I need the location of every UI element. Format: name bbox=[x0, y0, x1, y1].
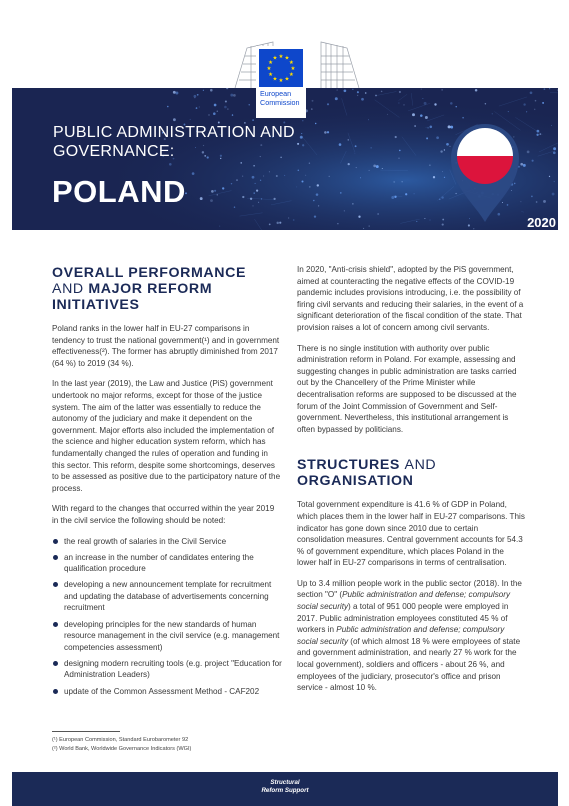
background-dot bbox=[544, 88, 546, 90]
background-dot bbox=[387, 114, 388, 115]
structural-reform-support-label bbox=[12, 779, 558, 794]
background-dot bbox=[368, 225, 369, 226]
text-run-italic: Public administration and defense; compulsory social security bbox=[297, 590, 511, 612]
background-dot bbox=[398, 103, 399, 104]
background-dot bbox=[214, 104, 217, 107]
background-dot bbox=[232, 114, 233, 115]
background-dot bbox=[200, 197, 203, 200]
background-dot bbox=[249, 104, 250, 105]
background-dot bbox=[312, 100, 314, 102]
background-dot bbox=[360, 177, 361, 178]
background-dot bbox=[442, 224, 444, 226]
background-dot bbox=[252, 119, 254, 121]
background-dot bbox=[371, 147, 372, 148]
background-dot bbox=[167, 106, 169, 108]
heading-part: AND bbox=[404, 457, 437, 474]
background-dot bbox=[344, 89, 347, 92]
heading-part: OVERALL PERFORMANCE bbox=[52, 265, 247, 281]
background-dot bbox=[224, 106, 227, 109]
background-dot bbox=[536, 134, 538, 136]
background-dot bbox=[425, 116, 428, 119]
background-dot bbox=[532, 160, 534, 162]
background-dot bbox=[296, 186, 297, 187]
background-dot bbox=[175, 92, 178, 95]
background-dot bbox=[434, 103, 436, 105]
background-dot bbox=[219, 226, 220, 227]
background-dot bbox=[534, 109, 535, 110]
background-dot bbox=[233, 94, 236, 97]
background-dot bbox=[194, 95, 197, 98]
eu-star-icon: ★ bbox=[278, 78, 284, 84]
background-dot bbox=[253, 192, 254, 193]
logo-text-line1: European bbox=[260, 89, 292, 98]
background-dot bbox=[536, 201, 538, 203]
background-dot bbox=[214, 190, 216, 192]
text-run: ) a total of 951 000 people were employed in 2017. Public administration employees constituted 45 % of workers in bbox=[297, 602, 509, 635]
background-dot bbox=[393, 181, 395, 183]
background-dot bbox=[337, 90, 338, 91]
background-dot bbox=[422, 98, 423, 99]
background-dot bbox=[309, 163, 310, 164]
background-dot bbox=[492, 113, 493, 114]
heading-part: MAJOR REFORM INITIATIVES bbox=[52, 281, 213, 313]
background-dot bbox=[317, 184, 319, 186]
paragraph: In 2020, "Anti-crisis shield", adopted by the PiS government, aimed at counteracting the negative effects of the COVID-19 pandemic includes provisions introducing, i.e. the possibility of firing civil servants and reducing their salaries, in the event of a significant deterioration of the fiscal condition of the state. That provision raises a lot of concern among civil servants. bbox=[297, 265, 524, 332]
background-dot bbox=[356, 167, 357, 168]
eu-star-icon: ★ bbox=[278, 54, 284, 60]
background-dot bbox=[352, 203, 353, 204]
map-pin-flag-icon bbox=[445, 116, 525, 226]
background-dot bbox=[523, 103, 525, 105]
background-dot bbox=[414, 125, 416, 127]
background-dot bbox=[543, 200, 546, 203]
background-dot bbox=[197, 94, 199, 96]
background-dot bbox=[473, 228, 474, 229]
background-dot bbox=[318, 205, 319, 206]
right-column bbox=[297, 264, 525, 703]
paragraph-employment bbox=[297, 578, 525, 694]
background-dot bbox=[530, 91, 533, 94]
background-dot bbox=[276, 222, 278, 224]
background-dot bbox=[217, 194, 219, 196]
background-dot bbox=[391, 196, 394, 199]
background-dot bbox=[222, 187, 224, 189]
subtitle-line2: GOVERNANCE: bbox=[53, 142, 175, 160]
background-dot bbox=[399, 150, 401, 152]
country-title: POLAND bbox=[52, 174, 186, 209]
logo-text-line2: Commission bbox=[260, 97, 300, 107]
background-dot bbox=[508, 111, 509, 112]
footnote: (²) World Bank, Worldwide Governance Indicators (WGI) bbox=[52, 746, 192, 752]
background-dot bbox=[365, 92, 367, 94]
background-dot bbox=[190, 119, 191, 120]
eu-star-icon: ★ bbox=[284, 55, 290, 62]
eu-star-icon: ★ bbox=[288, 72, 294, 78]
background-dot bbox=[405, 193, 407, 195]
background-dot bbox=[557, 90, 558, 91]
background-dot bbox=[369, 170, 370, 171]
eu-star-icon: ★ bbox=[272, 76, 278, 83]
eu-star-icon: ★ bbox=[268, 60, 274, 66]
background-dot bbox=[199, 107, 200, 108]
background-dot bbox=[255, 183, 256, 184]
background-dot bbox=[225, 100, 227, 102]
background-dot bbox=[403, 104, 404, 105]
background-dot bbox=[526, 111, 527, 112]
paragraph: There is no single institution with authority over public administration reform in Poland. For example, assessing and suggesting changes in public administration are tasks carried out by the Chancellery of the Prime Minister while decentralisation reforms are supposed to be discussed at the forum of the Joint Commission of Government and Self-government. Nevertheless, this institutional arrangement is often bypassed by politicians. bbox=[297, 343, 517, 434]
background-dot bbox=[414, 193, 415, 194]
background-dot bbox=[256, 190, 258, 192]
background-dot bbox=[363, 228, 364, 229]
background-dot bbox=[402, 181, 403, 182]
eu-star-icon: ★ bbox=[290, 66, 296, 72]
background-dot bbox=[311, 108, 313, 110]
background-dot bbox=[348, 163, 350, 165]
background-dot bbox=[382, 168, 383, 169]
background-dot bbox=[368, 119, 369, 120]
background-dot bbox=[436, 136, 439, 139]
background-dot bbox=[173, 91, 176, 94]
background-dot bbox=[252, 176, 255, 179]
background-dot bbox=[169, 163, 172, 166]
text-run: (of which almost 18 % were employees of state and government administration, and nearly 27 % work for the local government), soldiers and officers - about 26 %, and employees of the judiciary, prosecutor's office and prison service - almost 10 %. bbox=[297, 636, 521, 693]
background-dot bbox=[442, 219, 444, 221]
background-dot bbox=[399, 91, 401, 93]
background-dot bbox=[485, 103, 486, 104]
background-dot bbox=[242, 176, 243, 177]
background-dot bbox=[551, 125, 552, 126]
paragraph: In the last year (2019), the Law and Justice (PiS) government undertook no major reforms, except for those of the justice system. The aim of the latter was essentially to reduce the autonomy of the judiciary and make it dependent on the government. Major efforts also included the implementation of the science and higher education system reform, which has fundamentally changed the rules of operation and funding in this sector. This reform, despite some shortcomings, deserves to be assessed as positive due to the participatory nature of the process. bbox=[52, 379, 281, 493]
paragraph: With regard to the changes that occurred within the year 2019 in the civil service the following should be noted: bbox=[52, 504, 275, 525]
background-dot bbox=[424, 102, 427, 105]
heading-part: AND bbox=[52, 281, 84, 297]
background-dot bbox=[440, 150, 442, 152]
background-dot bbox=[210, 199, 213, 202]
background-dot bbox=[456, 106, 457, 107]
section-heading-overall-performance bbox=[52, 265, 282, 313]
subtitle-line1: PUBLIC ADMINISTRATION AND bbox=[53, 124, 295, 141]
background-dot bbox=[293, 219, 295, 221]
background-dot bbox=[531, 196, 533, 198]
background-dot bbox=[355, 153, 356, 154]
banner-subtitle bbox=[53, 124, 353, 161]
background-dot bbox=[549, 88, 550, 89]
background-dot bbox=[542, 102, 544, 104]
footer-line2: Reform Support bbox=[261, 786, 309, 794]
background-dot bbox=[412, 113, 415, 116]
background-dot bbox=[357, 95, 358, 96]
background-dot bbox=[549, 176, 550, 177]
background-dot bbox=[242, 196, 244, 198]
background-dot bbox=[552, 193, 555, 196]
heading-part: STRUCTURES bbox=[297, 457, 400, 474]
background-dot bbox=[430, 126, 433, 129]
background-dot bbox=[361, 98, 364, 101]
background-dot bbox=[240, 162, 242, 164]
background-dot bbox=[309, 186, 311, 188]
background-dot bbox=[535, 100, 537, 102]
background-dot bbox=[217, 111, 218, 112]
background-dot bbox=[227, 109, 228, 110]
background-dot bbox=[377, 213, 378, 214]
background-dot bbox=[416, 221, 417, 222]
background-dot bbox=[441, 89, 442, 90]
background-dot bbox=[358, 216, 360, 218]
eu-star-icon: ★ bbox=[288, 60, 294, 66]
background-dot bbox=[269, 172, 270, 173]
background-dot bbox=[313, 200, 314, 201]
background-dot bbox=[553, 147, 556, 150]
background-dot bbox=[352, 89, 353, 90]
paragraph: Total government expenditure is 41.6 % of GDP in Poland, which places them in the lower half in EU-27 comparisons. This indicator has gone down since 2010 due to certain consolidation measures. Central government accounts for 54.3 % of government expenditure, which places Poland in the lower half in EU-27 comparisons in terms of centralisation. bbox=[297, 500, 525, 568]
background-dot bbox=[260, 180, 261, 181]
background-dot bbox=[429, 165, 430, 166]
background-dot bbox=[298, 170, 300, 172]
list-item: developing a new announcement template for recruitment and updating the database of advertisements concerning recruitment bbox=[52, 579, 282, 614]
text-run: Up to 3.4 million people work in the public sector (2018). In the section "O" ( bbox=[297, 578, 522, 600]
background-dot bbox=[381, 91, 383, 93]
background-dot bbox=[428, 127, 429, 128]
background-dot bbox=[329, 176, 330, 177]
list-item: designing modern recruiting tools (e.g. project "Education for Administration Leaders) bbox=[52, 658, 282, 681]
background-dot bbox=[203, 90, 204, 91]
background-dot bbox=[398, 158, 399, 159]
paragraph: Poland ranks in the lower half in EU-27 comparisons in tendency to trust the national government(¹) and in government effectiveness(²). The former has abruptly diminished from 2017 (64 %) to 2019 (34 %). bbox=[52, 324, 280, 368]
background-dot bbox=[450, 102, 453, 105]
background-dot bbox=[442, 171, 443, 172]
eu-star-icon: ★ bbox=[268, 72, 274, 78]
background-dot bbox=[340, 192, 342, 194]
background-dot bbox=[337, 223, 338, 224]
background-dot bbox=[210, 89, 213, 92]
background-dot bbox=[527, 151, 530, 154]
civil-service-changes-list bbox=[52, 536, 282, 698]
background-dot bbox=[231, 183, 232, 184]
background-dot bbox=[192, 172, 195, 175]
left-column bbox=[52, 265, 282, 702]
background-dot bbox=[252, 205, 253, 206]
eu-star-icon: ★ bbox=[266, 66, 272, 72]
eu-star-icon: ★ bbox=[272, 55, 278, 62]
background-dot bbox=[288, 217, 289, 218]
background-dot bbox=[269, 224, 271, 226]
list-item: an increase in the number of candidates entering the qualification procedure bbox=[52, 552, 282, 575]
footnotes bbox=[52, 736, 252, 754]
footer-bar bbox=[12, 772, 558, 806]
background-dot bbox=[327, 103, 329, 105]
background-dot bbox=[263, 175, 264, 176]
background-dot bbox=[376, 165, 379, 168]
background-dot bbox=[373, 165, 376, 168]
background-dot bbox=[553, 151, 556, 154]
section-heading-structures bbox=[297, 457, 525, 489]
background-dot bbox=[250, 198, 252, 200]
background-dot bbox=[279, 222, 281, 224]
footnote-divider bbox=[52, 731, 120, 732]
background-dot bbox=[429, 219, 430, 220]
background-dot bbox=[421, 89, 422, 90]
background-dot bbox=[301, 180, 303, 182]
top-logo-area bbox=[0, 0, 569, 107]
background-dot bbox=[355, 145, 357, 147]
list-item: update of the Common Assessment Method - CAF202 bbox=[52, 686, 282, 698]
background-dot bbox=[234, 206, 235, 207]
list-item: developing principles for the new standards of human resource management in the civil service (e.g. management competencies assessment) bbox=[52, 619, 282, 654]
background-dot bbox=[357, 91, 359, 93]
background-dot bbox=[426, 137, 428, 139]
background-dot bbox=[284, 175, 285, 176]
background-dot bbox=[208, 114, 209, 115]
background-dot bbox=[475, 89, 478, 92]
background-dot bbox=[196, 107, 198, 109]
eu-star-icon: ★ bbox=[284, 76, 290, 83]
background-dot bbox=[305, 175, 306, 176]
report-year: 2020 bbox=[527, 215, 556, 230]
background-dot bbox=[316, 193, 319, 196]
background-dot bbox=[211, 190, 214, 193]
footnote: (¹) European Commission, Standard Eurobarometer 92 bbox=[52, 737, 189, 743]
background-dot bbox=[213, 112, 216, 115]
background-dot bbox=[554, 181, 555, 182]
background-dot bbox=[395, 136, 397, 138]
eu-flag-icon bbox=[259, 49, 303, 87]
background-dot bbox=[276, 175, 278, 177]
footer-line1: Structural bbox=[270, 779, 300, 786]
background-dot bbox=[335, 97, 338, 100]
background-dot bbox=[236, 179, 237, 180]
background-dot bbox=[230, 94, 233, 97]
background-dot bbox=[420, 114, 423, 117]
background-dot bbox=[173, 118, 176, 121]
background-dot bbox=[253, 165, 255, 167]
background-dot bbox=[433, 176, 435, 178]
background-dot bbox=[344, 210, 345, 211]
european-commission-logo bbox=[256, 46, 306, 118]
background-dot bbox=[302, 120, 303, 121]
heading-part: ORGANISATION bbox=[297, 473, 414, 490]
list-item: the real growth of salaries in the Civil Service bbox=[52, 536, 282, 548]
background-dot bbox=[424, 218, 425, 219]
background-dot bbox=[314, 215, 316, 217]
text-run-italic: Public administration and defense; compulsory social security bbox=[297, 625, 505, 646]
background-dot bbox=[258, 202, 259, 203]
logo-text bbox=[260, 90, 300, 107]
